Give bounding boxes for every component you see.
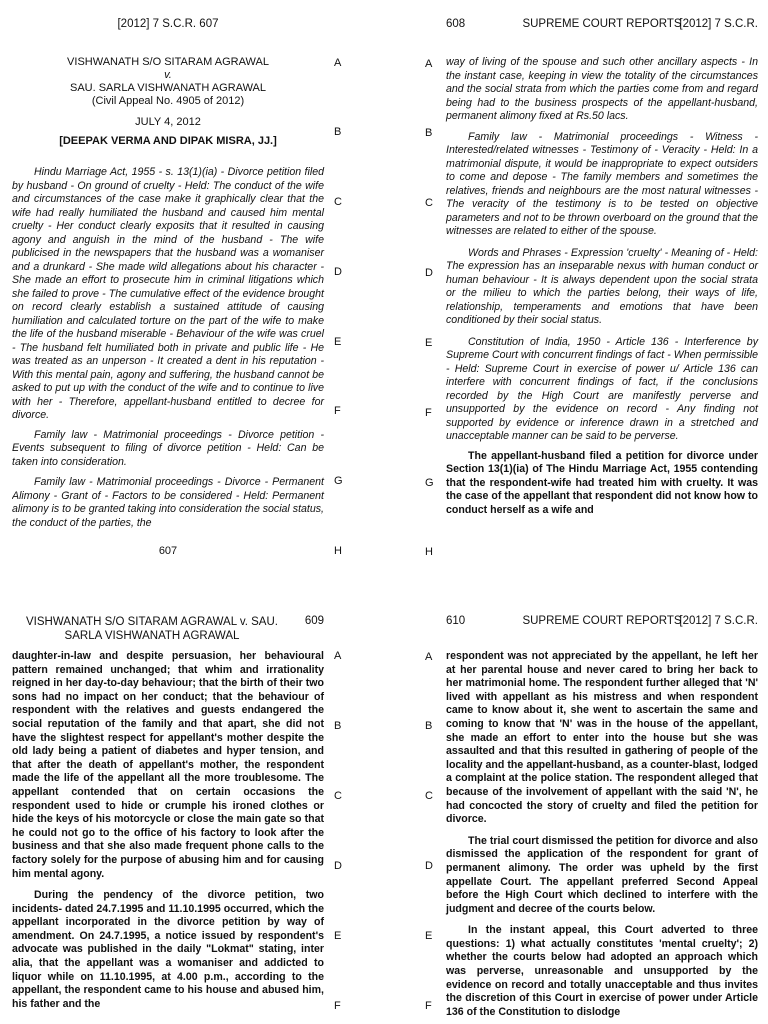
body-text	[446, 650, 758, 1019]
running-header: SUPREME COURT REPORTS	[522, 615, 682, 627]
margin-letter: D	[334, 860, 342, 872]
body-paragraph: respondent was not appreciated by the appellant, he left her at her parental house and never cared to bring her back to her matrimonial home. The respondent further alleged that 'N' lived with appellant as his mistress and when respondent came to know about it, she went to ascertain the same and coming to know that 'N' was in the house of the appellant, she made an effort to enter into the house but she was assaulted and that this resulted in gathering of people of the locality and the appellant-husband, as a counter-blast, lodged a complaint at the police station. The respondent alleged that because of the involvement of appellant with the said 'N', he had concocted the story of cruelty and filed the petition for divorce.	[446, 650, 758, 826]
page-609	[12, 605, 352, 1024]
headnote: Family law - Matrimonial proceedings - Divorce petition - Events subsequent to filing of divorce petition - Held: Can be taken into consideration.	[12, 428, 324, 468]
margin-letter: C	[334, 790, 342, 802]
headnotes	[12, 166, 324, 530]
margin-letter: H	[425, 546, 433, 558]
margin-letter: B	[334, 126, 342, 138]
bench: [DEEPAK VERMA AND DIPAK MISRA, JJ.]	[59, 135, 277, 147]
margin-letter: A	[425, 651, 433, 663]
page-footer-number: 607	[158, 545, 178, 557]
body-text	[12, 650, 324, 1011]
margin-letter: A	[334, 57, 342, 69]
margin-letter: B	[425, 720, 433, 732]
versus: v.	[164, 69, 172, 81]
party-respondent: SAU. SARLA VISHWANATH AGRAWAL	[69, 82, 266, 94]
running-header: [2012] 7 S.C.R. 607	[117, 18, 219, 30]
page-610	[420, 605, 760, 1024]
margin-letter: E	[425, 930, 433, 942]
page-number: 609	[304, 615, 324, 627]
margin-letter: A	[425, 58, 433, 70]
party-petitioner: VISHWANATH S/O SITARAM AGRAWAL	[67, 56, 269, 68]
headnotes	[446, 56, 758, 517]
page-608	[420, 0, 760, 570]
margin-letter: C	[425, 790, 433, 802]
margin-letter: F	[425, 1000, 432, 1012]
margin-letter: F	[334, 1000, 341, 1012]
headnote: Family law - Matrimonial proceedings - Witness - Interested/related witnesses - Testimony of - Veracity - Held: In a matrimonial dispute, it would be inappropriate to expect outsiders to come and depose - The family members and sometimes the relatives, friends and neighbours are the most natural witnesses - The veracity of the testimony is to be tested on objective parameters and not to be thrown overboard on the ground that the witnesses are related to either of the spouse.	[446, 130, 758, 237]
margin-letter: G	[334, 475, 343, 487]
page-header	[446, 615, 758, 635]
citation: [2012] 7 S.C.R.	[679, 18, 758, 30]
margin-letter: E	[334, 336, 342, 348]
page-number: 610	[446, 615, 466, 627]
margin-letter: F	[425, 407, 432, 419]
body-paragraph: During the pendency of the divorce petition, two incidents- dated 24.7.1995 and 11.10.1995 occurred, which the appellant incorporated in the divorce petition by way of amendment. On 24.7.1995, a notice issued by respondent's advocate was published in the daily "Lokmat" stating, inter alia, that the appellant was a womaniser and addicted to liquor while on 11.10.1995, at 4.00 p.m., according to the appellant, the respondent came to his house and abused him, his father and the	[12, 889, 324, 1010]
margin-letter: E	[334, 930, 342, 942]
margin-letter: C	[425, 197, 433, 209]
margin-letter: E	[425, 337, 433, 349]
page-header	[446, 18, 758, 34]
headnote: Hindu Marriage Act, 1955 - s. 13(1)(ia) - Divorce petition filed by husband - On ground of cruelty - Held: The conduct of the wife and circumstances of the case make it graphically clear that the wife had really humiliated the husband and caused him mental cruelty - Her conduct clearly exposits that it resulted in causing agony and anguish in the mind of the husband - The wife publicised in the newspapers that the husband was a womaniser and a drunkard - She made wild allegations about his character - She made an effort to prosecute him in criminal litigations which she failed to prove - The cumulative effect of the evidence brought on record clearly establish a sustained attitude of causing humiliation and calculated torture on the part of the wife to make the life of the husband miserable - Behaviour of the wife was cruel - The husband felt humiliated both in private and public life - He was treated as an unperson - It created a dent in his reputation - With this mental pain, agony and suffering, the husband cannot be asked to put up with the conduct of the wife and to continue to live with her - Therefore, appellant-husband entitled to decree for divorce.	[12, 166, 324, 421]
body-paragraph: In the instant appeal, this Court adverted to three questions: 1) what actually constitutes 'mental cruelty'; 2) whether the courts below had adopted an approach which was perverse, unreasonable and unsupported by the evidence on record and totally unacceptable and thus invites the discretion of this Court in exercise of power under Article 136 of the Constitution to dislodge	[446, 924, 758, 1018]
headnote: Constitution of India, 1950 - Article 136 - Interference by Supreme Court with concurrent findings of fact - When permissible - Held: Supreme Court in exercise of power u/ Article 136 can interfere with concurrent findings of fact, if the conclusions recorded by the High Court are manifestly perverse and unsupported by the evidence on record - Any finding not supported by evidence or inference drawn in a stretched and unacceptable manner can be said to be perverse.	[446, 335, 758, 442]
page-number: 608	[446, 18, 466, 30]
judgment-date: JULY 4, 2012	[135, 116, 201, 128]
margin-letter: A	[334, 650, 342, 662]
body-paragraph: The trial court dismissed the petition for divorce and also dismissed the application of the respondent for grant of permanent alimony. The order was upheld by the first appellate Court. The appellant preferred Second Appeal before the High Court which declined to interfere with the judgment and decree of the courts below.	[446, 834, 758, 915]
headnote: way of living of the spouse and such other ancillary aspects - In the instant case, keeping in view the totality of the circumstances and the social strata from which the parties come from and regard being had to the business prospects of the appellant-husband, permanent alimony fixed at Rs.50 lacs.	[446, 56, 758, 122]
margin-letter: C	[334, 196, 342, 208]
margin-letter: B	[334, 720, 342, 732]
running-header: VISHWANATH S/O SITARAM AGRAWAL v. SAU. SARLA VISHWANATH AGRAWAL	[26, 616, 278, 642]
case-title-block	[12, 56, 324, 147]
body-paragraph: The appellant-husband filed a petition for divorce under Section 13(1)(ia) of The Hindu Marriage Act, 1955 contending that the respondent-wife had treated him with cruelty. It was the case of the appellant that respondent did not know how to conduct herself as a wife and	[446, 449, 758, 516]
body-paragraph: daughter-in-law and despite persuasion, her behavioural pattern remained unchanged; that whim and irrationality reigned in her day-to-day behaviour; that the birth of their two sons had no impact on her conduct; that the behaviour of respondent with the relatives and guests endangered the social reputation of the family and that apart, she did not have the slightest respect for appellant's mother despite the old lady being a patient of diabetes and hyper tension, and that after the death of appellant's mother, the respondent made the life of the appellant all the more troublesome. The appellant contended that on certain occasions the respondent used to hide or crumple his ironed clothes or hide the keys of his motorcycle or close the main gate so that he could not go to the office of his factory to look after the business and that she also made frequent phone calls to the factory solely for the purpose of abusing him and for causing him mental agony.	[12, 650, 324, 880]
margin-letter: F	[334, 405, 341, 417]
margin-letter: D	[425, 860, 433, 872]
margin-letter: H	[334, 545, 342, 557]
running-header: SUPREME COURT REPORTS	[522, 18, 682, 30]
margin-letter: D	[334, 266, 342, 278]
page-header	[12, 18, 324, 34]
margin-letter: G	[425, 477, 434, 489]
case-number: (Civil Appeal No. 4905 of 2012)	[91, 95, 245, 107]
citation: [2012] 7 S.C.R.	[679, 615, 758, 627]
headnote: Words and Phrases - Expression 'cruelty' - Meaning of - Held: The expression has an inseparable nexus with human conduct or human behaviour - It is always dependent upon the social strata or the milieu to which the parties belong, their ways of life, relationship, temperaments and emotions that have been conditioned by their social status.	[446, 246, 758, 326]
headnote: Family law - Matrimonial proceedings - Divorce - Permanent Alimony - Grant of - Factors to be considered - Held: Permanent alimony is to be granted taking into consideration the social status, the conduct of the parties, the	[12, 476, 324, 529]
margin-letter: B	[425, 127, 433, 139]
page-header	[12, 615, 324, 645]
page-607	[12, 0, 352, 570]
margin-letter: D	[425, 267, 433, 279]
